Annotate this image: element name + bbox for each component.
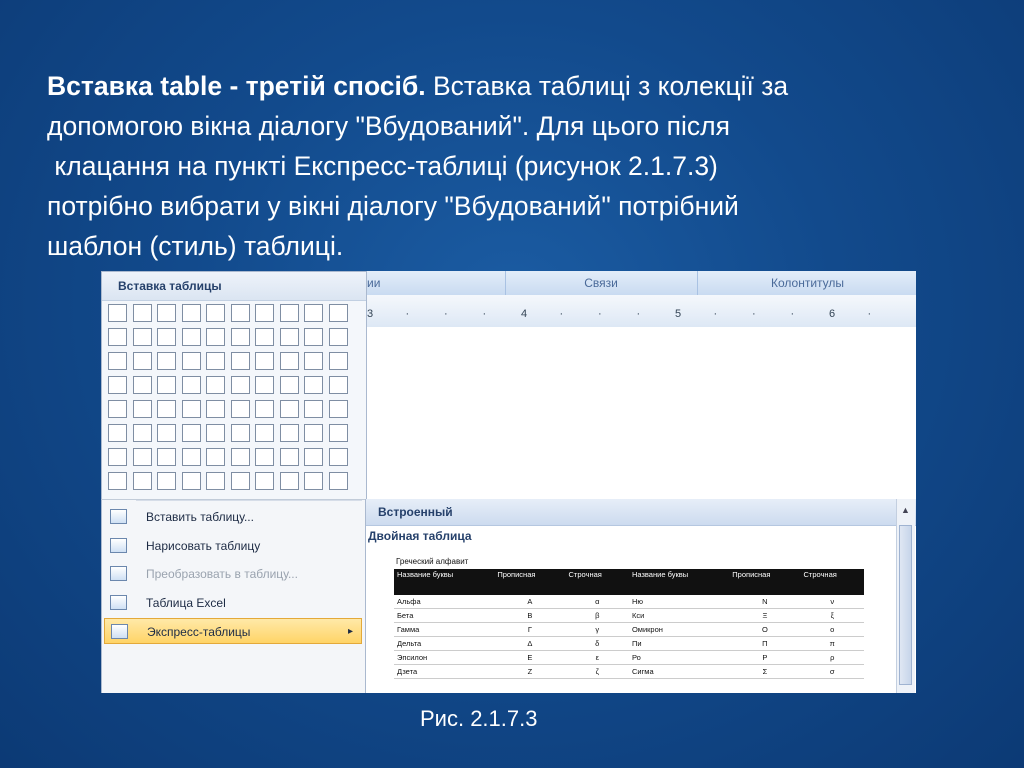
grid-cell[interactable] bbox=[329, 472, 348, 490]
ruler-tick: · bbox=[444, 308, 448, 320]
quick-tables-icon bbox=[111, 624, 128, 639]
ruler-tick: · bbox=[636, 308, 641, 320]
table-cell: Дзета bbox=[394, 665, 494, 679]
grid-cell[interactable] bbox=[206, 304, 225, 322]
grid-cell[interactable] bbox=[304, 472, 323, 490]
table-cell: Сигма bbox=[629, 665, 729, 679]
grid-cell[interactable] bbox=[108, 400, 127, 418]
insert-table-grid-panel bbox=[101, 271, 367, 501]
grid-cell[interactable] bbox=[280, 352, 299, 370]
grid-cell[interactable] bbox=[157, 352, 176, 370]
table-cell: Ν bbox=[729, 595, 800, 609]
grid-cell[interactable] bbox=[304, 304, 323, 322]
grid-cell[interactable] bbox=[280, 304, 299, 322]
insert-table-icon bbox=[110, 509, 127, 524]
grid-cell[interactable] bbox=[329, 328, 348, 346]
text-line-3: клацання на пункті Експресс-таблиці (рисунок 2.1.7.3) bbox=[47, 151, 718, 181]
table-cell: Дельта bbox=[394, 637, 494, 651]
grid-cell[interactable] bbox=[304, 376, 323, 394]
grid-cell[interactable] bbox=[133, 424, 152, 442]
grid-cell[interactable] bbox=[182, 472, 201, 490]
grid-cell[interactable] bbox=[182, 304, 201, 322]
table-cell: ε bbox=[566, 651, 629, 665]
grid-cell[interactable] bbox=[231, 424, 250, 442]
table-cell: Бета bbox=[394, 609, 494, 623]
grid-cell[interactable] bbox=[231, 376, 250, 394]
table-cell: ρ bbox=[800, 651, 864, 665]
grid-cell[interactable] bbox=[304, 328, 323, 346]
ruler-tick: · bbox=[713, 308, 718, 320]
grid-cell[interactable] bbox=[304, 448, 323, 466]
ruler-tick: · bbox=[559, 308, 564, 320]
table-cell: Ο bbox=[729, 623, 800, 637]
table-cell: Гамма bbox=[394, 623, 494, 637]
table-header-cell: Прописная bbox=[494, 569, 565, 595]
grid-cell[interactable] bbox=[255, 328, 274, 346]
grid-cell[interactable] bbox=[280, 400, 299, 418]
text-line-1-rest: Вставка таблиці з колекції за bbox=[425, 71, 789, 101]
grid-cell[interactable] bbox=[280, 472, 299, 490]
grid-cell[interactable] bbox=[157, 472, 176, 490]
grid-cell[interactable] bbox=[108, 352, 127, 370]
text-line-4: потрібно вибрати у вікні діалогу "Вбудований" потрібний bbox=[47, 191, 739, 221]
grid-cell[interactable] bbox=[280, 424, 299, 442]
grid-cell[interactable] bbox=[157, 304, 176, 322]
grid-cell[interactable] bbox=[133, 352, 152, 370]
scroll-thumb[interactable] bbox=[899, 525, 912, 685]
grid-cell[interactable] bbox=[157, 400, 176, 418]
text-line-1 bbox=[47, 66, 1007, 106]
ribbon-group-partial[interactable]: ии bbox=[367, 276, 381, 290]
convert-table-icon bbox=[110, 566, 127, 581]
grid-cell[interactable] bbox=[231, 400, 250, 418]
grid-cell[interactable] bbox=[231, 472, 250, 490]
table-cell: β bbox=[566, 609, 629, 623]
grid-cell[interactable] bbox=[206, 448, 225, 466]
table-header-cell: Строчная bbox=[800, 569, 864, 595]
ruler-tick: · bbox=[405, 308, 410, 320]
ruler-tick: · bbox=[867, 308, 872, 320]
grid-cell[interactable] bbox=[157, 328, 176, 346]
text-line-2: допомогою вікна діалогу "Вбудований". Для цього після bbox=[47, 111, 730, 141]
quick-tables-gallery bbox=[365, 499, 916, 693]
ribbon-group-headers[interactable]: Колонтитулы bbox=[697, 271, 916, 295]
grid-cell[interactable] bbox=[280, 448, 299, 466]
grid-cell[interactable] bbox=[182, 376, 201, 394]
table-cell: ζ bbox=[566, 665, 629, 679]
ruler-tick: · bbox=[598, 308, 602, 320]
grid-cell[interactable] bbox=[182, 448, 201, 466]
table-menu bbox=[101, 499, 367, 693]
grid-cell[interactable] bbox=[280, 328, 299, 346]
grid-cell[interactable] bbox=[329, 352, 348, 370]
menu-item-label: Преобразовать в таблицу... bbox=[146, 567, 298, 581]
grid-cell[interactable] bbox=[255, 376, 274, 394]
heading-bold: Вставка table - третій спосіб. bbox=[47, 71, 426, 101]
ruler-tick: · bbox=[752, 308, 756, 320]
table-cell: π bbox=[800, 637, 864, 651]
gallery-scrollbar[interactable] bbox=[896, 499, 915, 693]
grid-cell[interactable] bbox=[255, 472, 274, 490]
table-header-cell: Строчная bbox=[566, 569, 629, 595]
grid-cell[interactable] bbox=[133, 448, 152, 466]
grid-cell[interactable] bbox=[157, 424, 176, 442]
table-cell: Δ bbox=[494, 637, 565, 651]
grid-cell[interactable] bbox=[133, 472, 152, 490]
table-cell: Альфа bbox=[394, 595, 494, 609]
grid-cell[interactable] bbox=[108, 304, 127, 322]
gallery-subheader: Двойная таблица bbox=[368, 529, 472, 543]
menu-item[interactable] bbox=[104, 504, 362, 530]
menu-item[interactable] bbox=[104, 533, 362, 559]
table-cell: Эпсилон bbox=[394, 651, 494, 665]
menu-item-label: Экспресс-таблицы bbox=[147, 625, 251, 639]
menu-item[interactable] bbox=[104, 561, 362, 587]
table-cell: Ро bbox=[629, 651, 729, 665]
table-cell: α bbox=[566, 595, 629, 609]
table-row bbox=[394, 595, 864, 609]
ribbon-bar bbox=[363, 271, 916, 296]
grid-cell[interactable] bbox=[108, 328, 127, 346]
grid-panel-title: Вставка таблицы bbox=[102, 272, 366, 301]
grid-cell[interactable] bbox=[255, 400, 274, 418]
ruler-tick: · bbox=[790, 308, 795, 320]
grid-cell[interactable] bbox=[329, 448, 348, 466]
table-cell: Σ bbox=[729, 665, 800, 679]
table-preview-caption: Греческий алфавит bbox=[396, 557, 469, 566]
grid-cell[interactable] bbox=[182, 352, 201, 370]
table-cell: Β bbox=[494, 609, 565, 623]
excel-table-icon bbox=[110, 595, 127, 610]
table-row bbox=[394, 637, 864, 651]
grid-cell[interactable] bbox=[255, 352, 274, 370]
grid-cell[interactable] bbox=[133, 304, 152, 322]
table-cell: Ню bbox=[629, 595, 729, 609]
gallery-header: Встроенный bbox=[366, 499, 916, 526]
table-cell: ο bbox=[800, 623, 864, 637]
figure-caption: Рис. 2.1.7.3 bbox=[420, 706, 538, 731]
grid-cell[interactable] bbox=[133, 328, 152, 346]
grid-cell[interactable] bbox=[108, 472, 127, 490]
table-cell: ν bbox=[800, 595, 864, 609]
table-cell: Кси bbox=[629, 609, 729, 623]
table-cell: Ζ bbox=[494, 665, 565, 679]
ruler bbox=[363, 295, 916, 328]
draw-table-icon bbox=[110, 538, 127, 553]
double-table-preview[interactable] bbox=[394, 569, 864, 679]
grid-cell[interactable] bbox=[304, 352, 323, 370]
table-cell: Π bbox=[729, 637, 800, 651]
table-cell: Ε bbox=[494, 651, 565, 665]
table-row bbox=[394, 609, 864, 623]
grid-cell[interactable] bbox=[280, 376, 299, 394]
ribbon-group-links[interactable]: Связи bbox=[505, 271, 696, 295]
table-cell: ξ bbox=[800, 609, 864, 623]
menu-item-label: Нарисовать таблицу bbox=[146, 538, 261, 553]
table-row bbox=[394, 651, 864, 665]
table-cell: Ρ bbox=[729, 651, 800, 665]
scroll-up-icon[interactable]: ▲ bbox=[901, 505, 910, 515]
grid-cell[interactable] bbox=[182, 328, 201, 346]
menu-item[interactable] bbox=[104, 618, 362, 644]
slide-body-text bbox=[47, 66, 1007, 266]
grid-cell[interactable] bbox=[255, 304, 274, 322]
grid-cell[interactable] bbox=[133, 376, 152, 394]
submenu-arrow-icon: ▸ bbox=[347, 626, 353, 637]
table-header-cell: Название буквы bbox=[394, 569, 494, 595]
grid-cell[interactable] bbox=[182, 424, 201, 442]
text-line-5: шаблон (стиль) таблиці. bbox=[47, 231, 344, 261]
ruler-tick: 5 bbox=[675, 308, 682, 320]
grid-cell[interactable] bbox=[304, 400, 323, 418]
grid-cell[interactable] bbox=[108, 424, 127, 442]
menu-item[interactable] bbox=[104, 590, 362, 616]
grid-cell[interactable] bbox=[206, 400, 225, 418]
grid-cell[interactable] bbox=[108, 376, 127, 394]
grid-cell[interactable] bbox=[206, 376, 225, 394]
grid-cell[interactable] bbox=[255, 424, 274, 442]
table-cell: σ bbox=[800, 665, 864, 679]
grid-cell[interactable] bbox=[231, 304, 250, 322]
word-screenshot bbox=[101, 271, 916, 693]
table-cell: Пи bbox=[629, 637, 729, 651]
table-row bbox=[394, 623, 864, 637]
grid-cell[interactable] bbox=[329, 304, 348, 322]
table-cell: Γ bbox=[494, 623, 565, 637]
grid-cell[interactable] bbox=[329, 424, 348, 442]
table-row bbox=[394, 665, 864, 679]
ruler-tick: 4 bbox=[521, 308, 528, 320]
grid-cell[interactable] bbox=[206, 352, 225, 370]
table-header-cell: Прописная bbox=[729, 569, 800, 595]
grid-cell[interactable] bbox=[108, 448, 127, 466]
table-header-cell: Название буквы bbox=[629, 569, 729, 595]
table-cell: Ξ bbox=[729, 609, 800, 623]
grid-cell[interactable] bbox=[231, 448, 250, 466]
grid-cell[interactable] bbox=[231, 352, 250, 370]
grid-cell[interactable] bbox=[206, 424, 225, 442]
grid-cell[interactable] bbox=[329, 400, 348, 418]
grid-cell[interactable] bbox=[157, 376, 176, 394]
grid-cell[interactable] bbox=[157, 448, 176, 466]
grid-cell[interactable] bbox=[206, 328, 225, 346]
grid-cell[interactable] bbox=[231, 328, 250, 346]
grid-cell[interactable] bbox=[182, 400, 201, 418]
table-cell: Α bbox=[494, 595, 565, 609]
ruler-tick: 3 bbox=[367, 308, 374, 320]
table-cell: δ bbox=[566, 637, 629, 651]
ruler-tick: 6 bbox=[829, 308, 836, 320]
grid-cell[interactable] bbox=[206, 472, 225, 490]
grid-cell[interactable] bbox=[329, 376, 348, 394]
grid-cell[interactable] bbox=[133, 400, 152, 418]
table-cell: Омикрон bbox=[629, 623, 729, 637]
table-cell: γ bbox=[566, 623, 629, 637]
document-area[interactable] bbox=[363, 327, 916, 507]
menu-item-label: Вставить таблицу... bbox=[146, 510, 254, 524]
grid-cell[interactable] bbox=[255, 448, 274, 466]
ruler-tick: · bbox=[482, 308, 487, 320]
menu-item-label: Таблица Excel bbox=[146, 595, 226, 610]
grid-cell[interactable] bbox=[304, 424, 323, 442]
